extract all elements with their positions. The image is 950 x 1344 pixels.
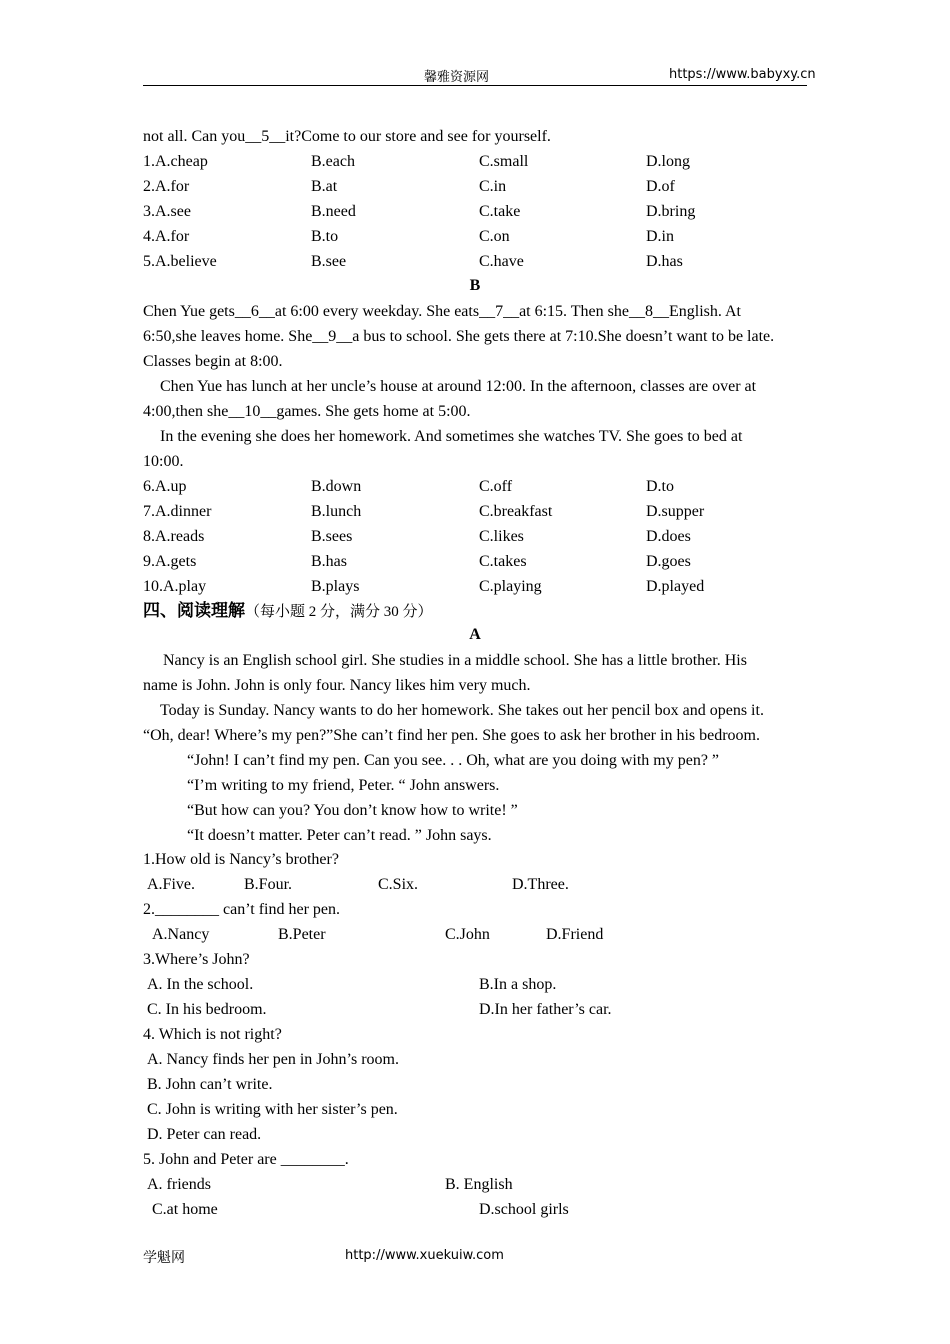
passage-b-line: 10:00. (143, 453, 184, 470)
question-stem: 2.________ can’t find her pen. (143, 901, 340, 918)
section-four-title: 四、阅读理解 (143, 601, 245, 621)
document-page: 馨雅资源网 https://www.babyxy.cn not all. Can you__5__it?Come to our store and see for yourself. 1.A.cheap B.each C.small D.long 2.A.for B.at C.in D.of 3.A.see B.need C.take D.bring 4.A.for B.to C.on D.in 5.A.believe B.see C.have D.has B Chen Yue gets__6__at 6:00 every weekday. She eats__7__at 6:15. Then she__8__English. At 6:50,she leaves home. She__9__a bus to school. She gets there at 7:10.She doesn’t want to be late. Classes begin at 8:00. Chen Yue has lunch at her uncle’s house at around 12:00. In the afternoon, classes are over at 4:00,then she__10__games. She gets home at 5:00. In the evening she does her homework. And sometimes she watches TV. She goes to bed at 10:00. 6.A.up B.down C.off D.to 7.A.dinner B.lunch C.breakfast D.supper 8.A.reads B.sees C.likes D.does 9.A.gets B.has C.takes D.goes 10.A.play B.plays C.playing D.played 四、阅读理解（每小题 2 分，满分 30 分） A Nancy is an English school girl. She studies in a middle school. She has a little brother. His name is John. John is only four. Nancy likes him very much. Today is Sunday. Nancy wants to do her homework. She takes out her pencil box and opens it. “Oh, dear! Where’s my pen?”She can’t find her pen. She goes to ask her brother in his bedroom. “John! I can’t find my pen. Can you see. . . Oh, what are you doing with my pen? ” “I’m writing to my friend, Peter. “ John answers. “But how can you? You don’t know how to write! ” “It doesn’t matter. Peter can’t read. ” John says. 1.How old is Nancy’s brother? A.Five. B.Four. C.Six. D.Three. 2.________ can’t find her pen. A.Nancy B.Peter C.John D.Friend 3.Where’s John? A. In the school. B.In a shop. C. In his bedroom. D.In her father’s car. 4. Which is not right? A. Nancy finds her pen in John’s room. B. John can’t write. C. John is writing with her sister’s pen. D. Peter can read. 5. John and Peter are ________. A. friends B. English C.at home D.school girls 学魁网 http://www.xuekuiw.com (143, 67, 816, 1266)
passage-b-line: Chen Yue has lunch at her uncle’s house at around 12:00. In the afternoon, classes are over at (160, 378, 757, 395)
blank-10: __10__ (228, 403, 277, 420)
reading-a-title: A (469, 626, 481, 643)
passage-a-line: “John! I can’t find my pen. Can you see. . . Oh, what are you doing with my pen? ” (187, 752, 720, 769)
section-four-heading (143, 601, 807, 622)
passage-a-line: Today is Sunday. Nancy wants to do her homework. She takes out her pencil box and opens it. (160, 702, 764, 719)
blank-7: __7__ (479, 303, 520, 320)
passage-b-line: 6:50,she leaves home. She__9__a bus to school. She gets there at 7:10.She doesn’t want to be late. (143, 328, 775, 345)
blank-9: __9__ (312, 328, 353, 345)
blank-5: __5__ (245, 128, 286, 145)
header-url[interactable]: https://www.babyxy.cn (669, 67, 816, 82)
passage-b-line: Chen Yue gets__6__at 6:00 every weekday. She eats__7__at 6:15. Then she__8__English. At (143, 303, 741, 320)
passage-a-line: Nancy is an English school girl. She studies in a middle school. She has a little brother. His (163, 652, 747, 669)
section-b-title: B (469, 277, 481, 294)
passage-a-line: “Oh, dear! Where’s my pen?”She can’t find her pen. She goes to ask her brother in his bedroom. (143, 727, 760, 744)
section-four-note: （每小题 2 分，满分 30 分） (245, 604, 433, 620)
question-stem: 4. Which is not right? (143, 1026, 282, 1043)
passage-a-line: “But how can you? You don’t know how to write! ” (187, 802, 518, 819)
question-option: B. John can’t write. (147, 1076, 273, 1093)
question-stem: 3.Where’s John? (143, 951, 250, 968)
blank-8: __8__ (628, 303, 669, 320)
blank-6: __6__ (234, 303, 275, 320)
question-option: C. John is writing with her sister’s pen. (147, 1101, 398, 1118)
question-option: D. Peter can read. (147, 1126, 262, 1143)
header-site-name: 馨雅资源网 (424, 69, 490, 84)
question-option: A. Nancy finds her pen in John’s room. (147, 1051, 399, 1068)
footer-site-name: 学魁网 (143, 1251, 185, 1266)
passage-a-line: name is John. John is only four. Nancy likes him very much. (143, 677, 531, 694)
passage-b-line: In the evening she does her homework. And sometimes she watches TV. She goes to bed at (160, 428, 743, 445)
question-stem: 1.How old is Nancy’s brother? (143, 851, 339, 868)
question-stem: 5. John and Peter are ________. (143, 1151, 349, 1168)
passage-b-line: Classes begin at 8:00. (143, 353, 283, 370)
cloze-a-tail-line: not all. Can you__5__it?Come to our store and see for yourself. (143, 128, 551, 145)
header-divider (143, 85, 807, 86)
footer-url[interactable]: http://www.xuekuiw.com (345, 1248, 504, 1263)
passage-a-line: “It doesn’t matter. Peter can’t read. ” John says. (187, 827, 492, 844)
passage-a-line: “I’m writing to my friend, Peter. “ John answers. (187, 777, 500, 794)
passage-b-line: 4:00,then she__10__games. She gets home at 5:00. (143, 403, 471, 420)
